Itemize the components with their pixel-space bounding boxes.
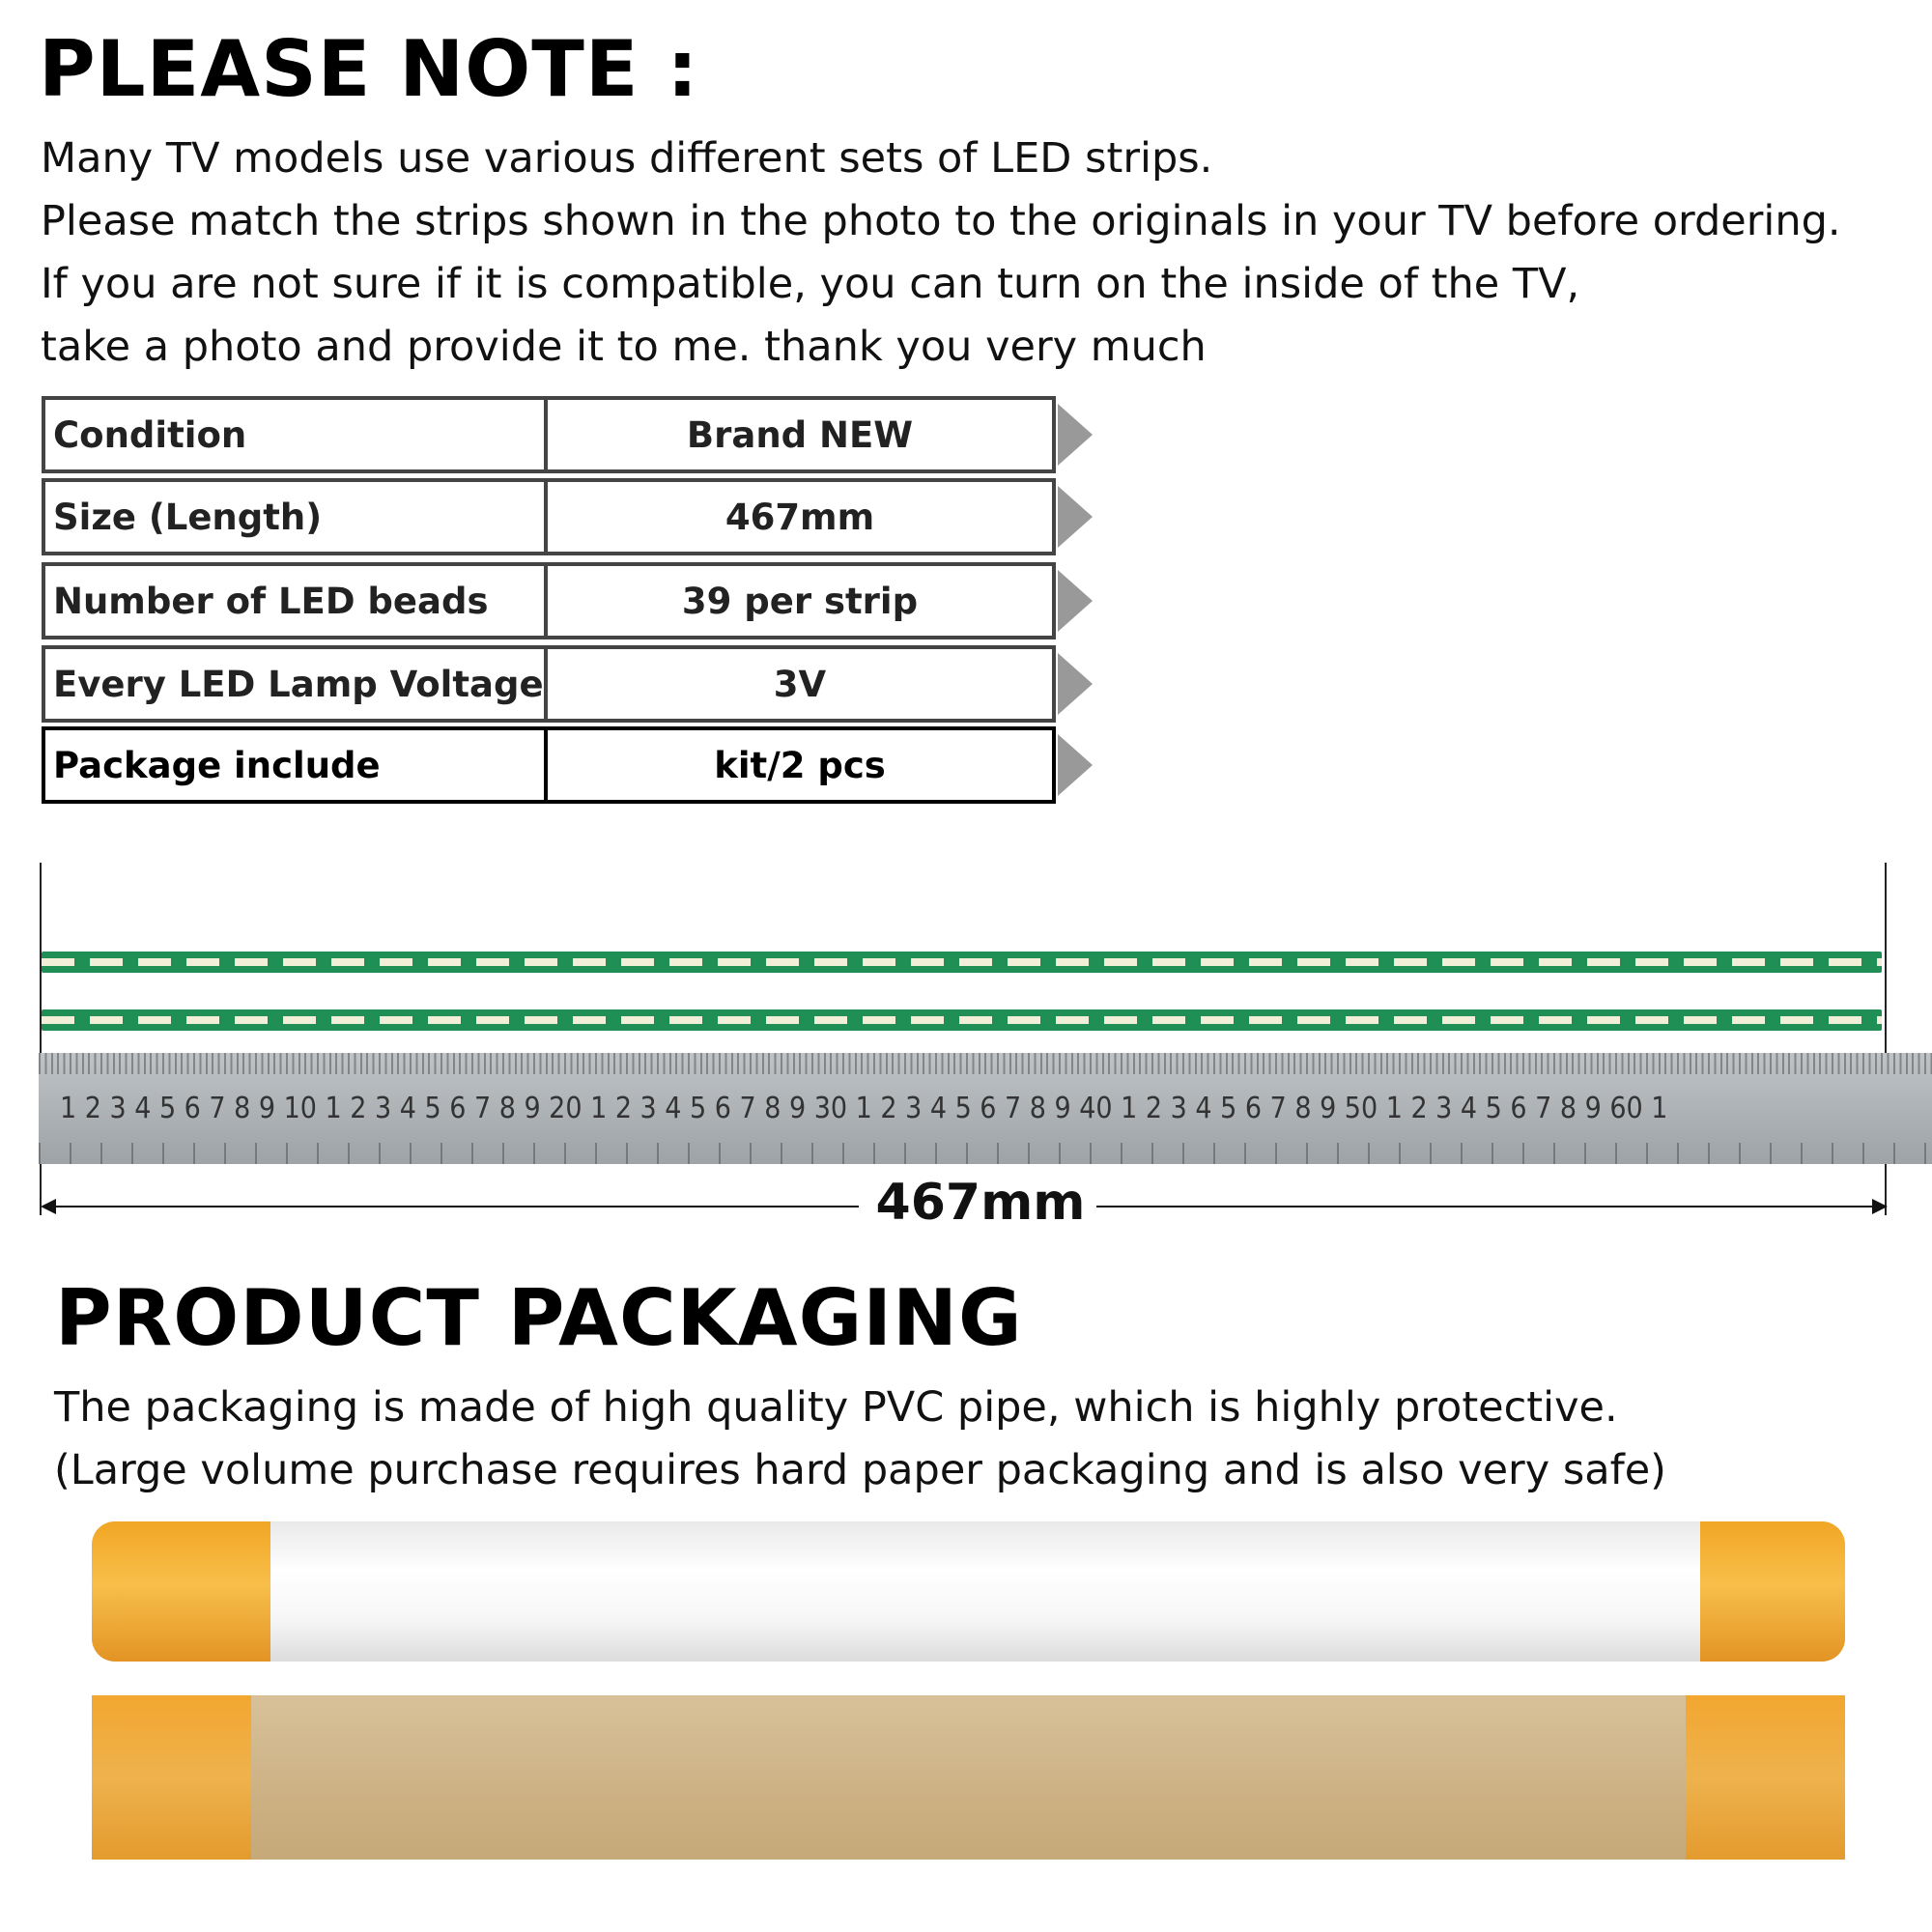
cardboard-box-image — [92, 1695, 1845, 1860]
note-line: Many TV models use various different sets of LED strips. — [41, 134, 1213, 183]
packaging-paragraph — [54, 1377, 1666, 1502]
note-heading: PLEASE NOTE : — [39, 24, 699, 114]
tape-image — [92, 1521, 270, 1662]
ruler-numbers: 1 2 3 4 5 6 7 8 9 10 1 2 3 4 5 6 7 8 9 20 1 2 3 4 5 6 7 8 9 30 1 2 3 4 5 6 7 8 9 40 1 2 3 4 5 6 7 8 9 50 1 2 3 4 5 6 7 8 9 60 1 — [60, 1092, 1668, 1125]
arrow-icon — [1058, 404, 1093, 466]
note-paragraph — [41, 128, 1841, 379]
tape-image — [1686, 1695, 1845, 1860]
spec-value: kit/2 pcs — [546, 726, 1056, 804]
led-strip-image — [42, 952, 1882, 973]
note-line: Please match the strips shown in the photo to the originals in your TV before ordering. — [41, 197, 1841, 245]
spec-row-voltage — [42, 645, 1056, 723]
spec-value: Brand NEW — [546, 396, 1056, 473]
spec-value: 467mm — [546, 478, 1056, 555]
arrow-right-icon — [1872, 1199, 1888, 1214]
spec-row-size — [42, 478, 1056, 555]
packaging-heading: PRODUCT PACKAGING — [55, 1273, 1023, 1363]
tape-image — [92, 1695, 251, 1860]
note-line: take a photo and provide it to me. thank you very much — [41, 323, 1207, 371]
arrow-icon — [1058, 734, 1093, 796]
packaging-line: The packaging is made of high quality PVC pipe, which is highly protective. — [54, 1383, 1618, 1432]
dimension-line — [43, 1206, 859, 1208]
ruler-image — [39, 1053, 1932, 1164]
arrow-icon — [1058, 486, 1093, 548]
arrow-icon — [1058, 570, 1093, 632]
spec-label: Condition — [42, 396, 546, 473]
note-line: If you are not sure if it is compatible, you can turn on the inside of the TV, — [41, 260, 1580, 308]
pvc-pipe-image — [92, 1521, 1845, 1662]
spec-row-condition — [42, 396, 1056, 473]
spec-value: 39 per strip — [546, 562, 1056, 639]
packaging-line: (Large volume purchase requires hard paper packaging and is also very safe) — [54, 1446, 1666, 1494]
arrow-icon — [1058, 653, 1093, 715]
spec-value: 3V — [546, 645, 1056, 723]
spec-row-package — [42, 726, 1056, 804]
dimension-line — [1096, 1206, 1884, 1208]
spec-label: Size (Length) — [42, 478, 546, 555]
length-label: 467mm — [875, 1174, 1086, 1232]
led-strip-image — [42, 1009, 1882, 1031]
spec-label: Package include — [42, 726, 546, 804]
arrow-left-icon — [41, 1199, 56, 1214]
spec-row-led-beads — [42, 562, 1056, 639]
spec-label: Every LED Lamp Voltage — [42, 645, 546, 723]
spec-label: Number of LED beads — [42, 562, 546, 639]
tape-image — [1700, 1521, 1845, 1662]
